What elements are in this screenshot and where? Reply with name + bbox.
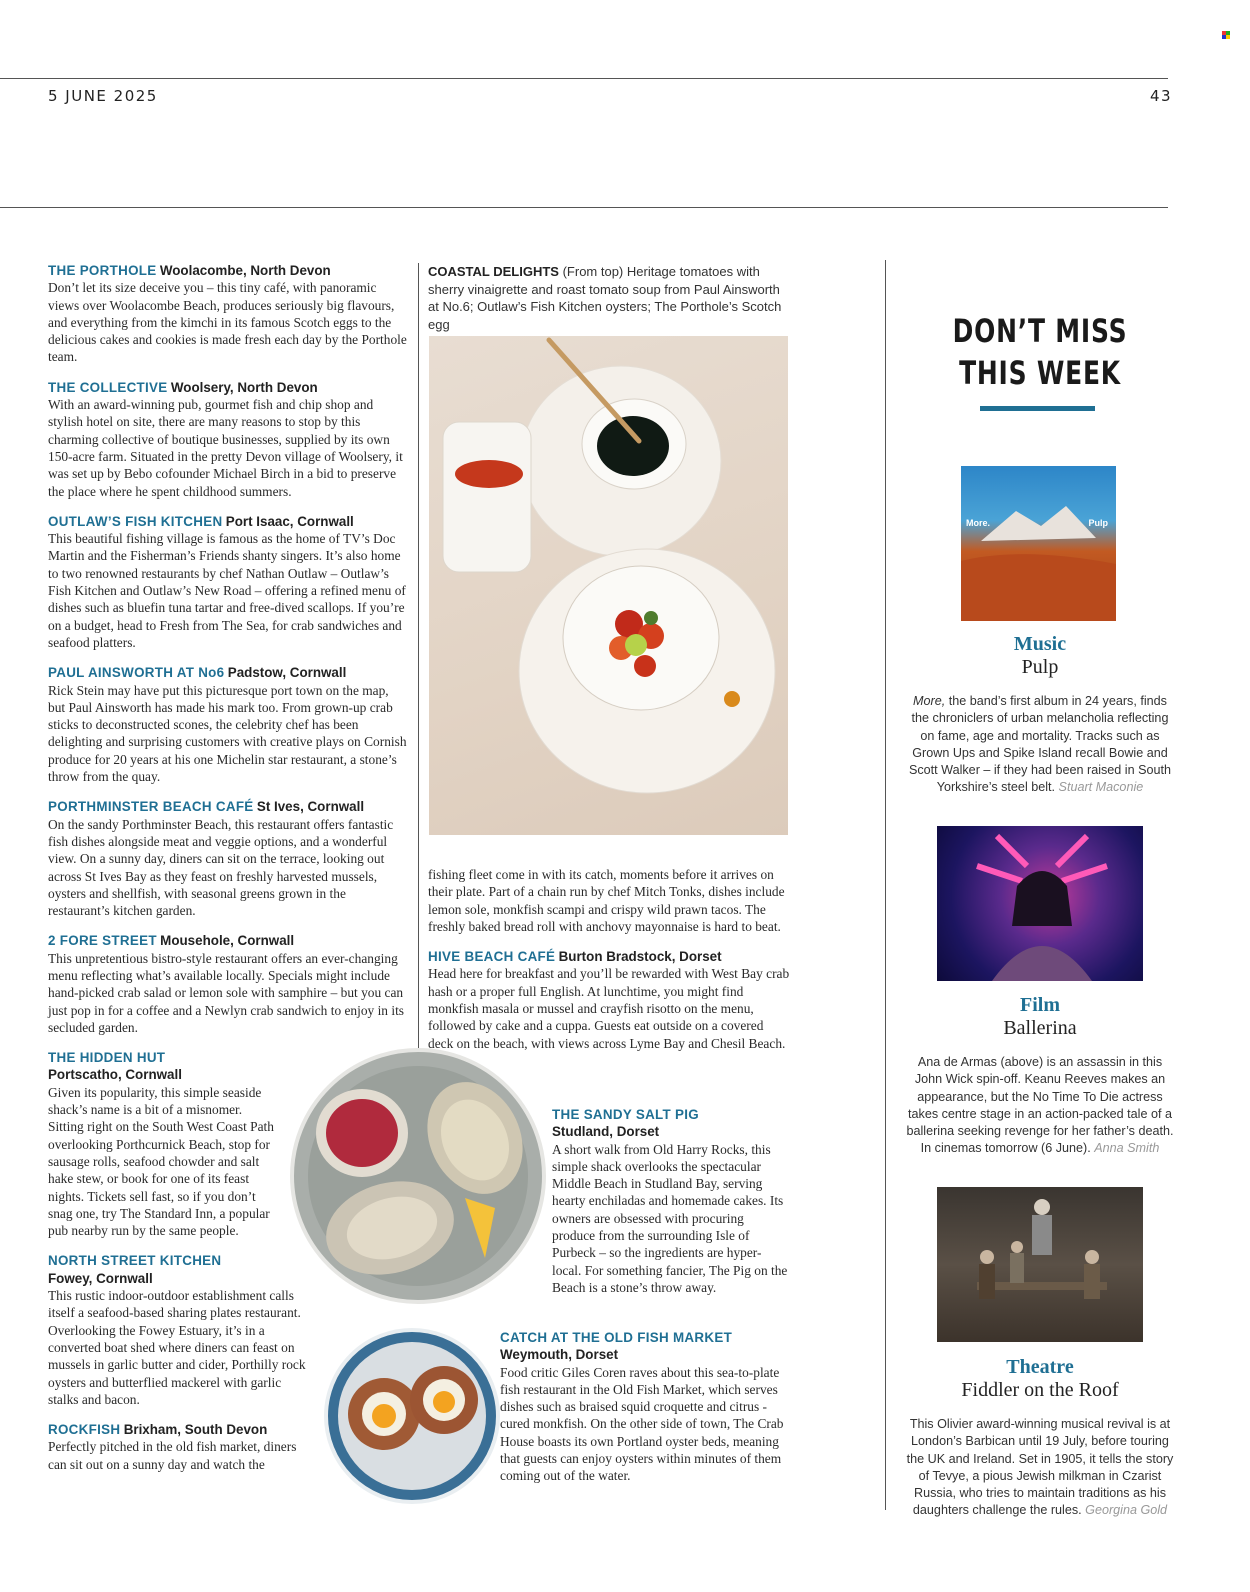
photo-caption	[428, 263, 790, 333]
entry-text: Don’t let its size deceive you – this tiny café, with panoramic views over Woolacombe Beach, produces seriously big flavours, and everything from the kimchi in its famous Scotch eggs to the delicious cakes and cookies is made fresh each day by the Porthole team.	[48, 280, 407, 365]
entry-name: THE SANDY SALT PIG	[552, 1107, 700, 1122]
album-title-text: More.	[966, 518, 991, 528]
theatre-text: This Olivier award-winning musical revival is at London’s Barbican until 19 July, before touring the UK and Ireland. Set in 1905, it tells the story of Tevye, a pious Jewish milkman in Czarist Russia, who tries to maintain traditions as his daughters challenge the rules.	[906, 1417, 1174, 1518]
entry-location: St Ives, Cornwall	[256, 799, 365, 815]
top-rule	[0, 78, 1168, 79]
film-category: Film	[1020, 994, 1060, 1016]
entry-location: Studland, Dorset	[552, 1124, 660, 1140]
film-title: Ballerina	[1003, 1017, 1077, 1039]
film-description	[905, 1054, 1175, 1158]
entry-name: CATCH AT THE OLD FISH MARKET	[500, 1330, 733, 1345]
pulp-album-cover	[961, 466, 1116, 621]
caption-text: (From top) Heritage tomatoes with sherry vinaigrette and roast tomato soup from Paul Ainsworth at No.6; Outlaw’s Fish Kitchen oysters; The Porthole’s Scotch egg	[428, 264, 782, 332]
entry-name: 2 FORE STREET	[48, 933, 157, 949]
entry-text: With an award-winning pub, gourmet fish and chip shop and stylish hotel on site, there are many reasons to stop by this charming collective of boutique businesses, supplied by its own 150-acre farm. Situated in the pretty Devon village of Woolsery, it was set up by Bebo cofounder Michael Birch in a bid to preserve the place where he spent childhood summers.	[48, 397, 403, 499]
oysters-photo	[290, 1048, 550, 1308]
entry-hive-beach	[428, 948, 790, 1052]
entry-name: PORTHMINSTER BEACH CAFÉ	[48, 799, 254, 815]
entry-location: Port Isaac, Cornwall	[225, 513, 354, 529]
entry-sandy-salt-pig	[552, 1106, 790, 1296]
entry-paul-ainsworth	[48, 664, 408, 785]
fiddler-theatre-photo	[937, 1187, 1143, 1342]
entry-name: PAUL AINSWORTH AT No6	[48, 665, 225, 681]
entry-rockfish	[48, 1421, 310, 1473]
corner-mark-icon	[1222, 31, 1230, 39]
entry-catch	[500, 1329, 790, 1485]
entry-text: This rustic indoor-outdoor establishment calls itself a seafood-based sharing plates restaurant. Overlooking the Fowey Estuary, it’s in a converted boat shed where diners can feast on mussels in garlic butter and cider, Porthilly rock oysters and butterflied mackerel with garlic stalks and bacon.	[48, 1288, 306, 1407]
entry-name: THE PORTHOLE	[48, 263, 157, 278]
entry-name: ROCKFISH	[48, 1422, 121, 1438]
entry-text: On the sandy Porthminster Beach, this restaurant offers fantastic fish dishes alongside meat and veggie options, and a wonderful view. On a sunny day, diners can sit on the terrace, looking out across St Ives Bay as they feast on freshly harvested mussels, oysters and shellfish, with seasonal greens grown in the restaurant’s kitchen garden.	[48, 816, 394, 919]
theatre-description	[905, 1416, 1175, 1520]
theatre-category: Theatre	[1006, 1356, 1074, 1378]
entry-location: Brixham, South Devon	[123, 1422, 268, 1438]
entry-name: HIVE BEACH CAFÉ	[428, 949, 556, 965]
music-album-name: More,	[913, 694, 946, 708]
header-bottom-rule	[0, 207, 1168, 208]
entry-outlaws	[48, 513, 408, 651]
music-title: Pulp	[1021, 656, 1059, 678]
entry-text: Food critic Giles Coren raves about this sea-to-plate fish restaurant in the Old Fish Market, which serves dishes such as braised squid croquette and citrus -cured monkfish. On the other side of town, The Crab House boasts its own Portland oyster beds, meaning that guests can enjoy oysters within minutes of them coming out of the water.	[500, 1364, 784, 1484]
entry-name: NORTH STREET KITCHEN	[48, 1253, 222, 1269]
entry-location: Mousehole, Cornwall	[160, 933, 295, 949]
entry-text: Perfectly pitched in the old fish market, diners can sit out on a sunny day and watch the	[48, 1439, 297, 1472]
music-byline: Stuart Maconie	[1058, 780, 1144, 795]
issue-date: 5 JUNE 2025	[48, 87, 158, 105]
sidebar-heading-line1: DON’T MISS	[952, 312, 1128, 350]
sidebar-accent-bar	[980, 406, 1095, 411]
rockfish-continued-text: fishing fleet come in with its catch, moments before it arrives on their plate. Part of a chain run by chef Mitch Tonks, dishes include lemon sole, monkfish scampi and crispy wild prawn tacos. The freshly baked bread roll with anchovy mayonnaise is hard to beat.	[428, 867, 785, 934]
sidebar-heading	[931, 310, 1149, 394]
entry-porthminster	[48, 798, 408, 919]
theatre-title: Fiddler on the Roof	[961, 1379, 1119, 1401]
entry-name: OUTLAW’S FISH KITCHEN	[48, 513, 223, 529]
sidebar-divider	[885, 260, 886, 1510]
entry-collective	[48, 379, 408, 500]
entry-location: Padstow, Cornwall	[227, 665, 347, 681]
entry-text: A short walk from Old Harry Rocks, this simple shack overlooks the spectacular Middle Beach in Studland Bay, serving hearty enchiladas and homemade cakes. Its owners are obsessed with procuring produce from the surrounding Isle of Purbeck – so the ingredients are hyper-local. For something fancier, The Pig on the Beach is a stone’s throw away.	[552, 1141, 788, 1295]
entry-text: Head here for breakfast and you’ll be rewarded with West Bay crab hash or a proper full English. At lunchtime, you might find monkfish masala or mussel and crayfish risotto on the menu, followed by cake and a cuppa. Guests eat outside on a covered deck on the beach, with views across Lyme Bay and Chesil Beach.	[428, 966, 790, 1051]
entry-text: Given its popularity, this simple seaside shack’s name is a bit of a misnomer. Sitting right on the South West Coast Path overlooking Porthcurnick Beach, stop for sausage rolls, seafood chowder and salt hake stew, or book for one of its feast nights. Tickets sell fast, so if you don’t snag one, try The Standard Inn, a popular pub nearby run by the same people.	[48, 1084, 274, 1239]
entry-name: THE HIDDEN HUT	[48, 1050, 166, 1066]
caption-label: COASTAL DELIGHTS	[428, 264, 559, 279]
entry-location: Weymouth, Dorset	[500, 1347, 619, 1363]
entry-fore-street	[48, 932, 408, 1036]
album-artist-text: Pulp	[1088, 518, 1108, 528]
entry-location: Portscatho, Cornwall	[48, 1067, 182, 1083]
entry-location: Woolacombe, North Devon	[159, 263, 331, 278]
column-2-bottom	[500, 1329, 790, 1498]
theatre-byline: Georgina Gold	[1085, 1503, 1168, 1518]
entry-hidden-hut	[48, 1049, 278, 1239]
scotch-egg-photo	[322, 1328, 502, 1508]
column-2	[428, 866, 790, 1065]
entry-porthole	[48, 262, 408, 366]
film-text: Ana de Armas (above) is an assassin in this John Wick spin-off. Keanu Reeves makes an appearance, but the No Time To Die actress takes centre stage in an action-packed tale of a ballerina seeking revenge for her father’s death. In cinemas tomorrow (6 June).	[906, 1055, 1174, 1156]
sidebar-heading-line2: THIS WEEK	[959, 354, 1121, 392]
entry-text: This unpretentious bistro-style restaurant offers an ever-changing menu reflecting what’s available locally. Specials might include hand-picked crab salad or lemon sole with samphire – but you can just pop in for a coffee and a Newlyn crab sandwich to enjoy in its secluded garden.	[48, 950, 404, 1035]
entry-name: THE COLLECTIVE	[48, 379, 168, 395]
entry-location: Woolsery, North Devon	[170, 379, 318, 395]
music-category: Music	[1013, 633, 1067, 655]
column-divider	[418, 263, 419, 1053]
music-description	[905, 693, 1175, 797]
entry-text: Rick Stein may have put this picturesque port town on the map, but Paul Ainsworth has made his mark too. From grown-up crab sticks to deconstructed scones, the celebrity chef has been delighting and surprising customers with creative plays on Cornish produce for 20 years at his one Michelin star restaurant, a stone’s throw from the quay.	[48, 682, 407, 785]
ballerina-film-still	[937, 826, 1143, 981]
entry-location: Burton Bradstock, Dorset	[558, 949, 722, 965]
entry-location: Fowey, Cornwall	[48, 1270, 153, 1286]
column-2-lower	[552, 1106, 790, 1309]
music-text: the band’s first album in 24 years, finds the chroniclers of urban melancholia reflecting on fame, age and mortality. Tracks such as Grown Ups and Spike Island recall Bowie and Scott Walker – if they had been raised in South Yorkshire’s steel belt.	[908, 694, 1172, 795]
entry-text: This beautiful fishing village is famous as the home of TV’s Doc Martin and the Fisherman’s Friends shanty singers. It’s also home to two renowned restaurants by chef Nathan Outlaw – Outlaw’s Fish Kitchen and Outlaw’s New Road – offering a refined menu of dishes such as bluefin tuna tartar and free-dived scallops. If you’re on a budget, head to Fresh from The Sea, for crab sandwiches and seafood platters.	[48, 531, 406, 650]
entry-north-street	[48, 1252, 310, 1408]
page-number: 43	[1150, 87, 1173, 105]
film-byline: Anna Smith	[1094, 1141, 1160, 1156]
tomato-dish-photo	[429, 336, 788, 835]
